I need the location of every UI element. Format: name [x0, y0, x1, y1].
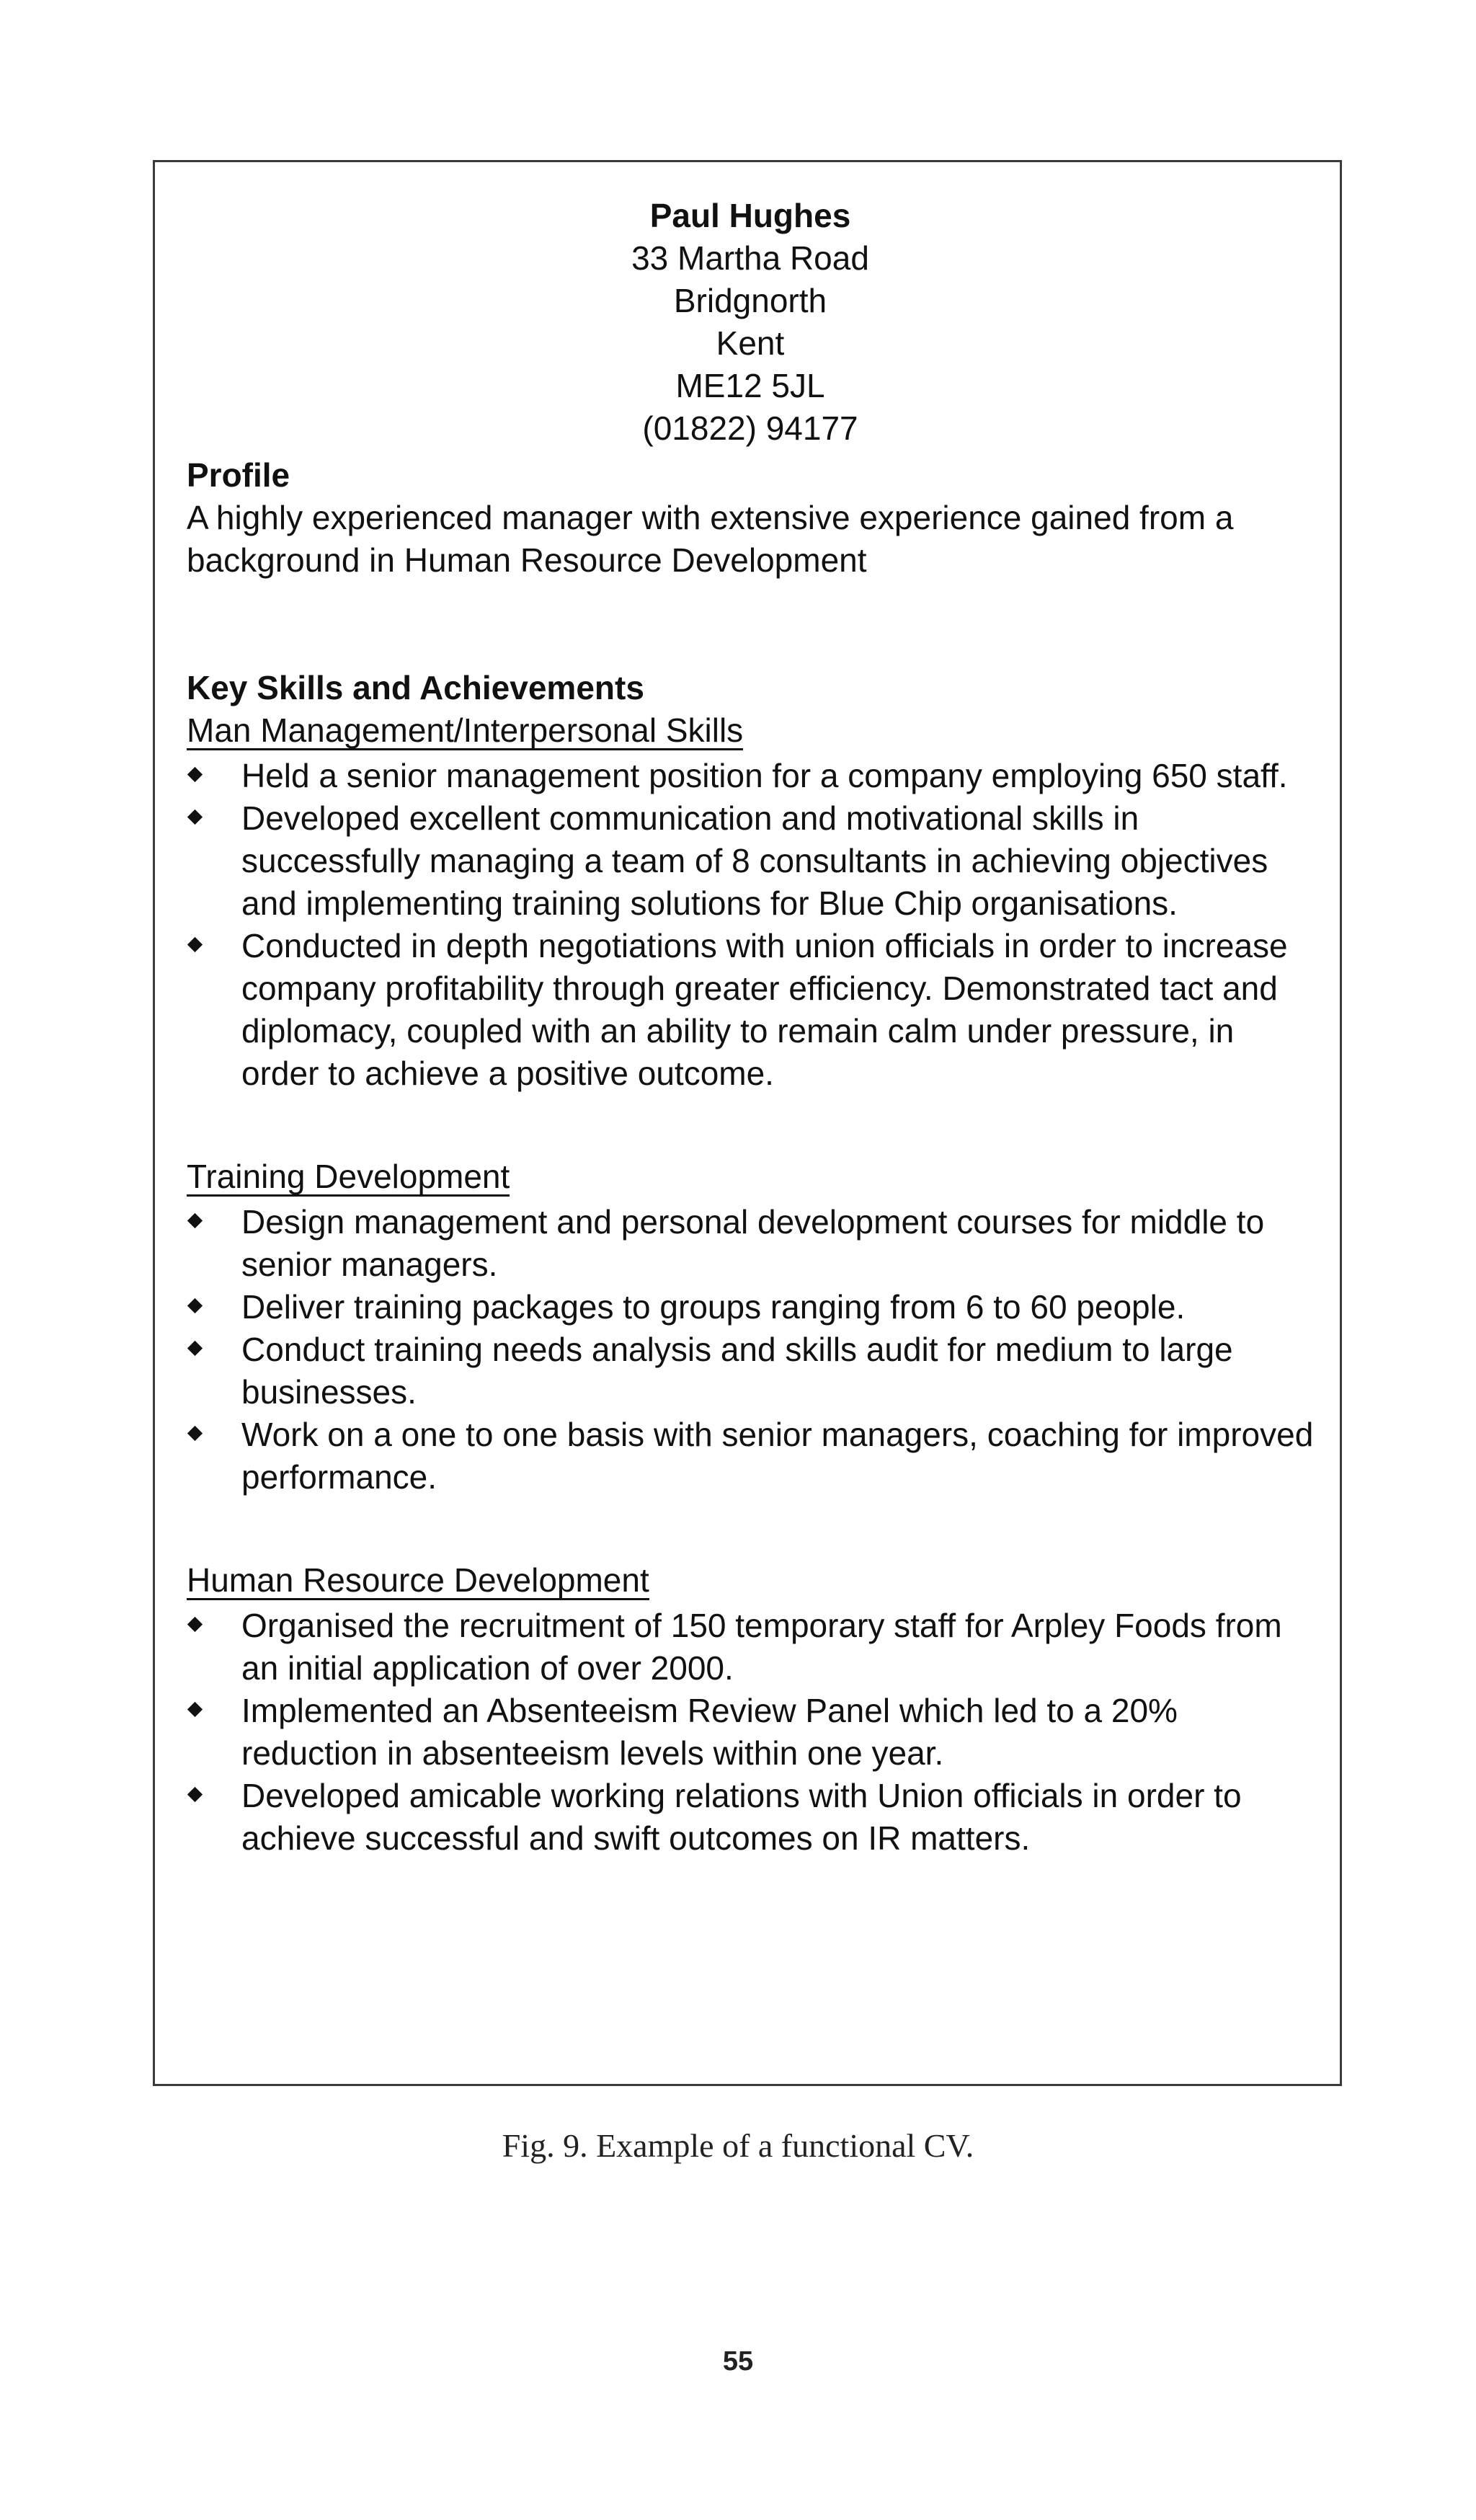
subheading-training-development: Training Development	[187, 1158, 510, 1195]
list-item	[187, 1328, 1314, 1414]
diamond-bullet-icon	[187, 937, 203, 952]
list-item	[187, 1201, 1314, 1286]
bullet-text: Developed amicable working relations with Union officials in order to achieve successful and swift outcomes on IR matters.	[241, 1777, 1242, 1857]
address-line: Bridgnorth	[673, 282, 827, 319]
diamond-bullet-icon	[187, 1617, 203, 1632]
list-item	[187, 1605, 1314, 1690]
skills-section-training	[187, 1155, 1314, 1499]
skills-section-hr	[187, 1559, 1314, 1860]
bullet-list	[187, 1605, 1314, 1860]
key-skills-heading: Key Skills and Achievements	[187, 669, 644, 706]
page-number: 55	[722, 2346, 754, 2377]
profile-text: A highly experienced manager with extensive experience gained from a background in Human Resource Development	[187, 499, 1234, 579]
bullet-text: Developed excellent communication and motivational skills in successfully managing a team of 8 consultants in achieving objectives and implementing training solutions for Blue Chip organisations.	[241, 799, 1268, 922]
bullet-text: Organised the recruitment of 150 temporary staff for Arpley Foods from an initial application of over 2000.	[241, 1607, 1282, 1687]
bullet-list	[187, 1201, 1314, 1499]
cv-content	[187, 195, 1314, 1860]
list-item	[187, 1414, 1314, 1499]
list-item	[187, 755, 1314, 797]
list-item	[187, 1286, 1314, 1328]
bullet-text: Held a senior management position for a company employing 650 staff.	[241, 757, 1288, 794]
list-item	[187, 925, 1314, 1095]
cv-frame	[153, 160, 1342, 2086]
diamond-bullet-icon	[187, 1298, 203, 1313]
address-line: 33 Martha Road	[631, 239, 869, 277]
skills-section-man-management	[187, 709, 1314, 1095]
diamond-bullet-icon	[187, 1702, 203, 1717]
figure-caption: Fig. 9. Example of a functional CV.	[502, 2127, 974, 2164]
bullet-text: Implemented an Absenteeism Review Panel which led to a 20% reduction in absenteeism levels within one year.	[241, 1692, 1178, 1772]
bullet-list	[187, 755, 1314, 1095]
diamond-bullet-icon	[187, 1787, 203, 1802]
bullet-text: Conduct training needs analysis and skills audit for medium to large businesses.	[241, 1331, 1233, 1411]
cv-header	[187, 195, 1314, 450]
diamond-bullet-icon	[187, 809, 203, 825]
bullet-text: Conducted in depth negotiations with union officials in order to increase company profitability through greater efficiency. Demonstrated tact and diplomacy, coupled with an ability to remain calm under pressure, in order to achieve a positive outcome.	[241, 927, 1288, 1092]
phone-number: (01822) 94177	[642, 409, 858, 447]
subheading-man-management: Man Management/Interpersonal Skills	[187, 711, 744, 749]
subheading-human-resource-development: Human Resource Development	[187, 1561, 649, 1599]
address-line: ME12 5JL	[675, 367, 825, 404]
cv-name: Paul Hughes	[649, 197, 851, 234]
bullet-text: Design management and personal development courses for middle to senior managers.	[241, 1203, 1265, 1283]
list-item	[187, 797, 1314, 925]
diamond-bullet-icon	[187, 767, 203, 782]
list-item	[187, 1775, 1314, 1860]
address-line: Kent	[716, 324, 785, 362]
diamond-bullet-icon	[187, 1341, 203, 1356]
diamond-bullet-icon	[187, 1213, 203, 1228]
diamond-bullet-icon	[187, 1426, 203, 1441]
bullet-text: Work on a one to one basis with senior managers, coaching for improved performance.	[241, 1416, 1314, 1496]
profile-heading: Profile	[187, 456, 290, 494]
bullet-text: Deliver training packages to groups ranging from 6 to 60 people.	[241, 1288, 1186, 1326]
list-item	[187, 1690, 1314, 1775]
